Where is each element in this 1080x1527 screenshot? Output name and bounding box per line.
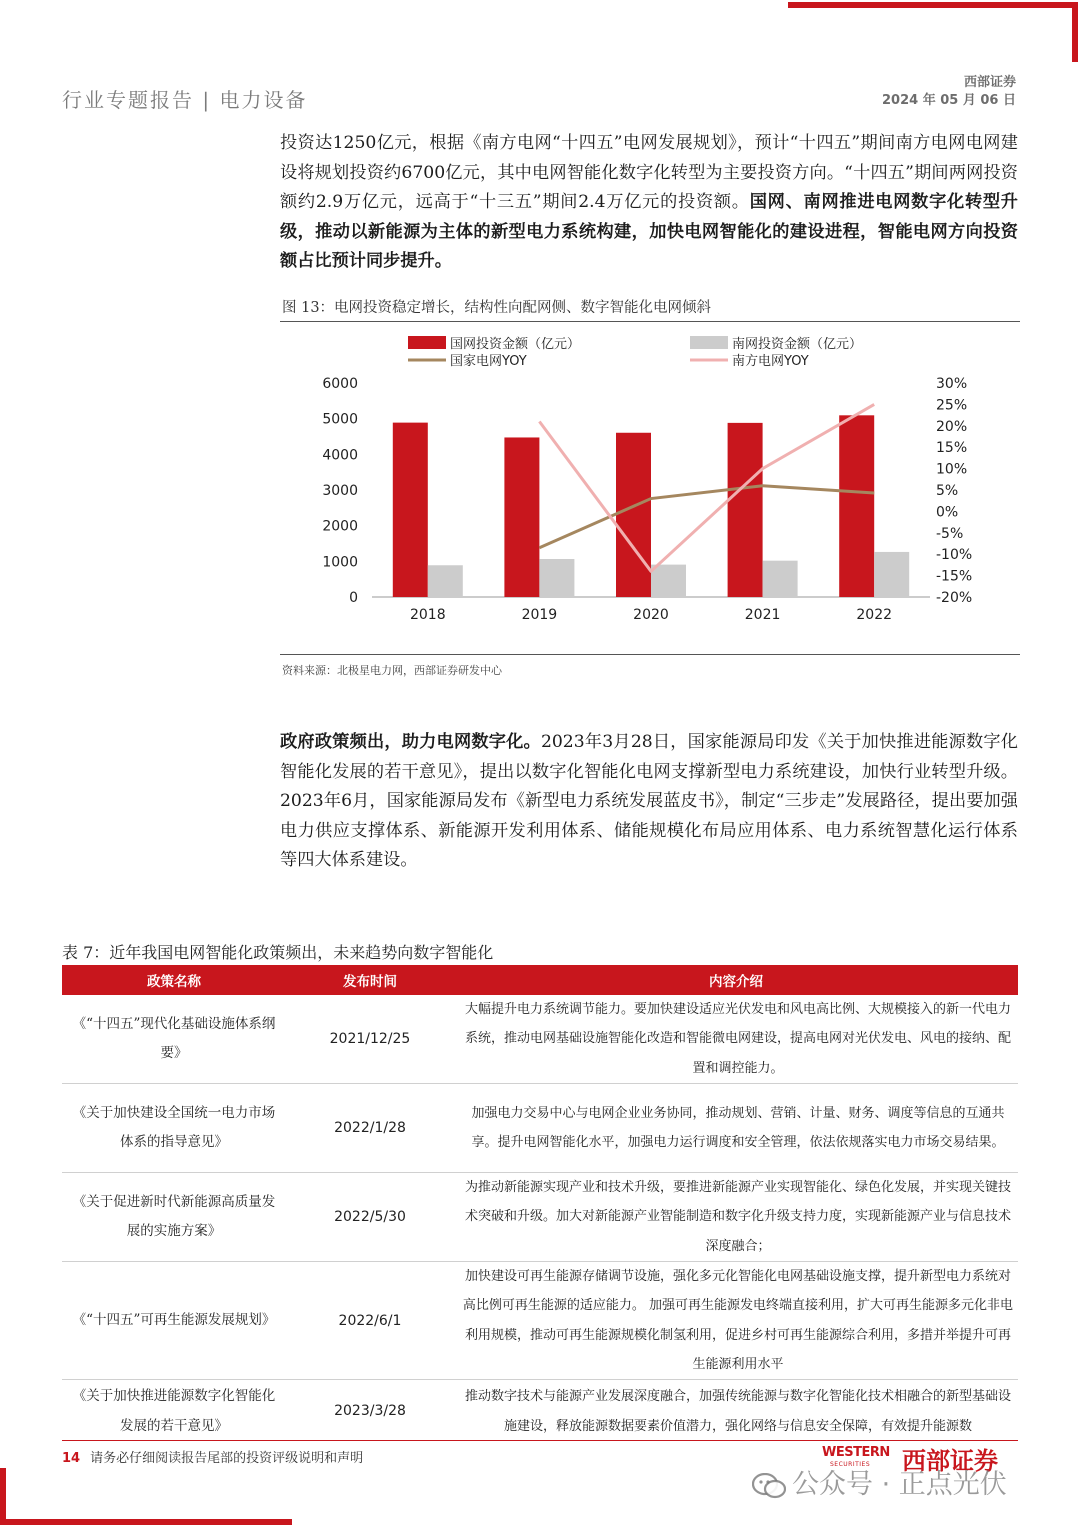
header-policy-name: 政策名称 bbox=[147, 974, 201, 990]
top-corner-decoration bbox=[788, 2, 1078, 62]
figure-title: 图 13：电网投资稳定增长，结构性向配网侧、数字智能化电网倾斜 bbox=[282, 300, 712, 316]
legend-label: 南网投资金额（亿元） bbox=[732, 337, 863, 352]
grid-investment-chart bbox=[280, 330, 1020, 650]
y-right-tick-label: 0% bbox=[936, 504, 959, 521]
paragraph-text: 2023年3月28日，国家能源局印发《关于加快推进能源数字化智能化发展的若干意见》，提出以数字化智能化电网支撑新型电力系统建设，加快行业转型升级。2023年6月，国家能源局发布《新型电力系统发展蓝皮书》，制定“三步走”发展路径，提出要加强电力供应支撑体系、新能源开发利用体系、储能规模化布局应用体系、电力系统智慧化运行体系等四大体系建设。 bbox=[280, 732, 1018, 871]
bar-state-grid bbox=[728, 423, 763, 597]
figure-source: 资料来源：北极星电力网，西部证券研发中心 bbox=[282, 664, 502, 677]
policy-name: 《“十四五”现代化基础设施体系纲要》 bbox=[72, 1015, 276, 1061]
policy-date: 2023/3/28 bbox=[334, 1403, 406, 1419]
legend-swatch bbox=[408, 336, 446, 349]
y-right-tick-label: -5% bbox=[936, 525, 964, 542]
brand-english: WESTERN bbox=[822, 1445, 890, 1460]
paragraph-text: 投资达1250亿元，根据《南方电网“十四五”电网发展规划》，预计“十四五”期间南方电网电网建设将规划投资约6700亿元，其中电网智能化数字化转型为主要投资方向。“十四五”期间两网投资额约2.9万亿元，远高于“十三五”期间2.4万亿元的投资额。 bbox=[280, 133, 1018, 213]
y-right-tick-label: -20% bbox=[936, 590, 973, 606]
header-right bbox=[882, 74, 1016, 110]
header-description: 内容介绍 bbox=[709, 974, 763, 990]
y-right-tick-label: -15% bbox=[936, 568, 973, 585]
y-left-tick-label: 1000 bbox=[322, 554, 358, 571]
bar-southern-grid bbox=[539, 559, 574, 597]
page-number: 14 bbox=[62, 1451, 81, 1466]
table-row bbox=[62, 1173, 1018, 1262]
header-brand: 西部证券 bbox=[963, 75, 1016, 90]
y-right-tick-label: 20% bbox=[936, 418, 968, 435]
bar-southern-grid bbox=[763, 561, 798, 597]
footer-disclaimer bbox=[62, 1447, 363, 1466]
policy-desc: 大幅提升电力系统调节能力。要加快建设适应光伏发电和风电高比例、大规模接入的新一代电力系统，推动电网基础设施智能化改造和智能微电网建设，提高电网对光伏发电、风电的接纳、配置和调控能力。 bbox=[464, 1001, 1011, 1076]
legend-label: 国家电网YOY bbox=[450, 354, 527, 369]
y-right-tick-label: 15% bbox=[936, 440, 968, 457]
policy-date: 2021/12/25 bbox=[329, 1031, 411, 1047]
bar-state-grid bbox=[393, 423, 428, 597]
y-left-tick-label: 0 bbox=[349, 590, 358, 606]
y-left-tick-label: 5000 bbox=[322, 411, 358, 428]
bar-southern-grid bbox=[874, 552, 909, 597]
policy-name: 《关于促进新时代新能源高质量发展的实施方案》 bbox=[72, 1193, 276, 1239]
x-tick-label: 2019 bbox=[521, 607, 558, 623]
paragraph-policy bbox=[280, 728, 1018, 876]
policy-desc: 加快建设可再生能源存储调节设施，强化多元化智能化电网基础设施支撑，提升新型电力系统对高比例可再生能源的适应能力。 加强可再生能源发电终端直接利用，扩大可再生能源多元化非电利用规模，推动可再生能源规模化制氢利用，促进乡村可再生能源综合利用，多措并举提升可再生能源利用水平 bbox=[462, 1268, 1014, 1372]
paragraph-emphasis: 政府政策频出，助力电网数字化。 bbox=[280, 732, 541, 752]
report-date: 2024 年 05 月 06 日 bbox=[882, 93, 1016, 108]
policy-desc: 推动数字技术与能源产业发展深度融合，加强传统能源与数字化智能化技术相融合的新型基础设施建设，释放能源数据要素价值潜力，强化网络与信息安全保障，有效提升能源数 bbox=[464, 1389, 1011, 1434]
y-right-tick-label: 5% bbox=[936, 483, 959, 499]
y-right-tick-label: 30% bbox=[936, 376, 968, 392]
paragraph-investment bbox=[280, 129, 1018, 277]
policy-date: 2022/1/28 bbox=[334, 1120, 406, 1136]
policy-name: 《关于加快建设全国统一电力市场体系的指导意见》 bbox=[72, 1104, 276, 1150]
paragraph-emphasis: 国网、南网推进电网数字化转型升级，推动以新能源为主体的新型电力系统构建，加快电网智能化的建设进程，智能电网方向投资额占比预计同步提升。 bbox=[280, 192, 1018, 272]
line-southern-grid-yoy bbox=[539, 404, 874, 571]
header-release-date: 发布时间 bbox=[343, 974, 397, 990]
policy-name: 《“十四五”可再生能源发展规划》 bbox=[72, 1311, 276, 1328]
table-title: 表 7：近年我国电网智能化政策频出，未来趋势向数字智能化 bbox=[62, 943, 494, 962]
y-right-tick-label: 25% bbox=[936, 397, 968, 414]
legend-label: 南方电网YOY bbox=[732, 354, 809, 369]
chart-lines bbox=[539, 404, 874, 571]
bar-southern-grid bbox=[428, 565, 463, 597]
y-right-tick-label: 10% bbox=[936, 461, 968, 478]
y-left-tick-label: 3000 bbox=[322, 483, 358, 499]
table-header bbox=[62, 965, 1018, 995]
policy-date: 2022/5/30 bbox=[334, 1209, 406, 1225]
policy-desc: 为推动新能源实现产业和技术升级，要推进新能源产业实现智能化、绿色化发展，并实现关键技术突破和升级。加大对新能源产业智能制造和数字化升级支持力度，实现新能源产业与信息技术深度融合； bbox=[464, 1179, 1011, 1254]
x-tick-label: 2022 bbox=[856, 607, 893, 623]
report-category: 行业专题报告 | 电力设备 bbox=[62, 88, 308, 112]
bar-southern-grid bbox=[651, 565, 686, 597]
disclaimer-text: 请务必仔细阅读报告尾部的投资评级说明和声明 bbox=[90, 1451, 364, 1466]
table-row bbox=[62, 1380, 1018, 1442]
y-right-tick-label: -10% bbox=[936, 547, 973, 564]
bottom-corner-decoration bbox=[0, 1468, 292, 1525]
line-state-grid-yoy bbox=[539, 486, 874, 548]
x-tick-label: 2021 bbox=[744, 607, 781, 623]
legend-swatch bbox=[690, 336, 728, 349]
y-left-tick-label: 4000 bbox=[322, 447, 358, 464]
policy-table bbox=[62, 965, 1018, 1442]
policy-date: 2022/6/1 bbox=[338, 1312, 402, 1329]
table-row bbox=[62, 1084, 1018, 1173]
footer-rule bbox=[62, 1440, 1018, 1441]
y-left-tick-label: 6000 bbox=[322, 376, 358, 392]
policy-desc: 加强电力交易中心与电网企业业务协同，推动规划、营销、计量、财务、调度等信息的互通共享。提升电网智能化水平，加强电力运行调度和安全管理，依法依规落实电力市场交易结果。 bbox=[471, 1105, 1005, 1150]
legend-label: 国网投资金额（亿元） bbox=[450, 337, 581, 352]
watermark bbox=[752, 1462, 1007, 1501]
bar-state-grid bbox=[616, 433, 651, 597]
chart-legend bbox=[408, 336, 862, 369]
figure-bottom-rule bbox=[280, 654, 1020, 655]
bar-state-grid bbox=[504, 437, 539, 597]
figure-top-rule bbox=[280, 321, 1020, 322]
x-tick-label: 2020 bbox=[633, 607, 669, 623]
table-row bbox=[62, 995, 1018, 1084]
watermark-text: 公众号 · 正点光伏 bbox=[792, 1469, 1007, 1500]
brand-english-sub: SECURITIES bbox=[830, 1461, 871, 1468]
policy-name: 《关于加快推进能源数字化智能化发展的若干意见》 bbox=[72, 1388, 276, 1434]
brand-chinese: 西部证券 bbox=[902, 1447, 998, 1475]
x-tick-label: 2018 bbox=[409, 607, 446, 623]
wechat-icon bbox=[752, 1473, 786, 1499]
y-left-tick-label: 2000 bbox=[322, 518, 358, 535]
table-row bbox=[62, 1262, 1018, 1380]
bar-state-grid bbox=[839, 415, 874, 597]
